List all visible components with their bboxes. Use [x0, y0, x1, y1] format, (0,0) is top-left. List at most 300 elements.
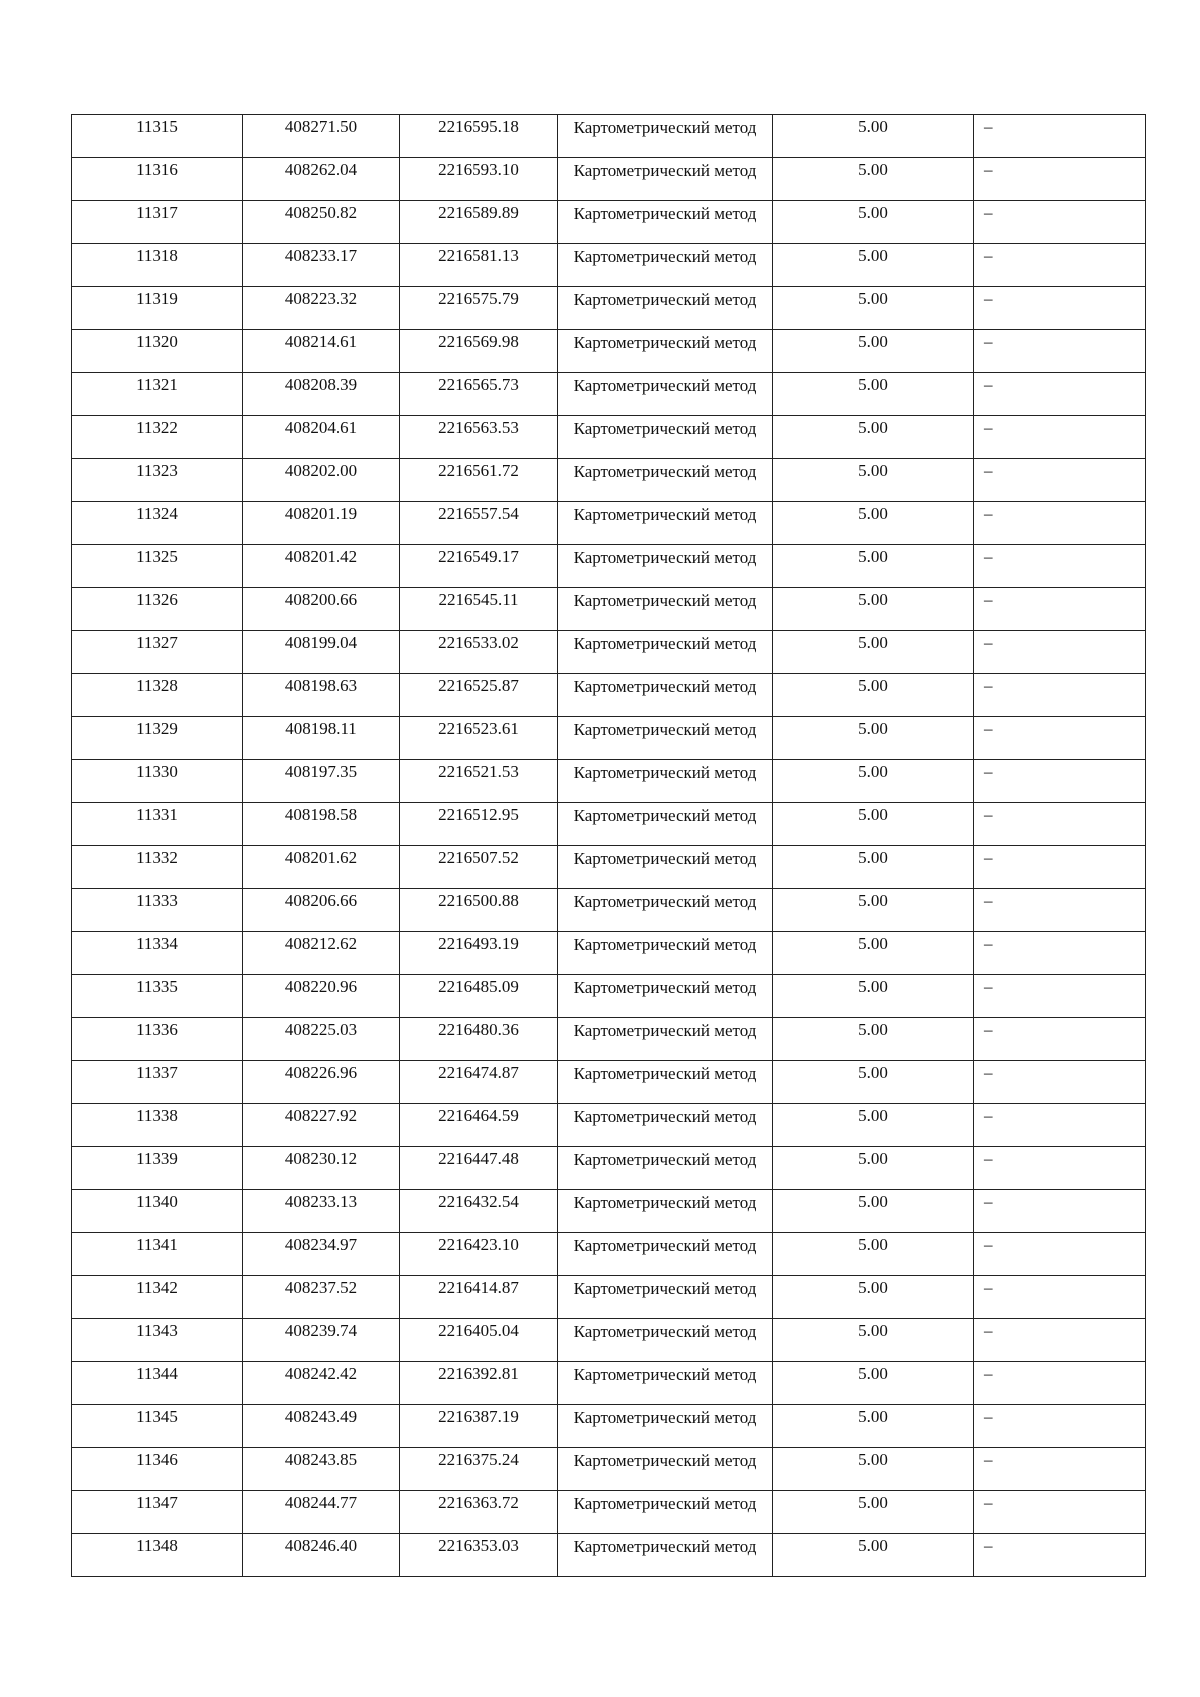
note-cell-text: – — [984, 934, 993, 953]
coordinates-table — [71, 114, 1146, 1577]
method-cell-text: Картометрический метод — [573, 1150, 757, 1169]
point-number-cell — [72, 1190, 243, 1233]
x-coordinate-cell-text: 408197.35 — [284, 762, 358, 781]
x-coordinate-cell — [243, 244, 400, 287]
table-row — [72, 1405, 1146, 1448]
coordinates-table-body — [72, 115, 1146, 1577]
x-coordinate-cell-text: 408199.04 — [284, 633, 358, 652]
point-number-cell-text: 11319 — [136, 289, 178, 308]
point-number-cell — [72, 158, 243, 201]
table-row — [72, 1018, 1146, 1061]
method-cell-text: Картометрический метод — [573, 849, 757, 868]
y-coordinate-cell — [400, 1233, 558, 1276]
accuracy-cell — [773, 1018, 974, 1061]
x-coordinate-cell-text: 408200.66 — [284, 590, 358, 609]
x-coordinate-cell-text: 408214.61 — [284, 332, 358, 351]
table-row — [72, 1276, 1146, 1319]
x-coordinate-cell-text: 408206.66 — [284, 891, 358, 910]
accuracy-cell — [773, 717, 974, 760]
x-coordinate-cell — [243, 889, 400, 932]
x-coordinate-cell — [243, 201, 400, 244]
note-cell-text: – — [984, 1364, 993, 1383]
x-coordinate-cell-text: 408212.62 — [284, 934, 358, 953]
note-cell-text: – — [984, 1235, 993, 1254]
note-cell — [974, 502, 1146, 545]
table-row — [72, 373, 1146, 416]
table-row — [72, 330, 1146, 373]
accuracy-cell — [773, 1362, 974, 1405]
note-cell — [974, 115, 1146, 158]
note-cell — [974, 1362, 1146, 1405]
note-cell-text: – — [984, 590, 993, 609]
note-cell-text: – — [984, 848, 993, 867]
note-cell — [974, 459, 1146, 502]
y-coordinate-cell — [400, 459, 558, 502]
method-cell — [558, 201, 773, 244]
x-coordinate-cell — [243, 373, 400, 416]
x-coordinate-cell-text: 408201.19 — [284, 504, 358, 523]
accuracy-cell-text: 5.00 — [858, 547, 888, 566]
table-row — [72, 1233, 1146, 1276]
note-cell — [974, 803, 1146, 846]
method-cell — [558, 588, 773, 631]
y-coordinate-cell — [400, 1319, 558, 1362]
method-cell-text: Картометрический метод — [573, 376, 757, 395]
y-coordinate-cell-text: 2216387.19 — [438, 1407, 519, 1426]
accuracy-cell-text: 5.00 — [858, 203, 888, 222]
accuracy-cell — [773, 330, 974, 373]
y-coordinate-cell-text: 2216525.87 — [438, 676, 519, 695]
note-cell — [974, 158, 1146, 201]
note-cell-text: – — [984, 418, 993, 437]
x-coordinate-cell — [243, 158, 400, 201]
accuracy-cell — [773, 674, 974, 717]
method-cell-text: Картометрический метод — [573, 333, 757, 352]
x-coordinate-cell — [243, 1190, 400, 1233]
point-number-cell-text: 11337 — [136, 1063, 178, 1082]
point-number-cell-text: 11318 — [136, 246, 178, 265]
point-number-cell — [72, 1362, 243, 1405]
accuracy-cell-text: 5.00 — [858, 590, 888, 609]
note-cell-text: – — [984, 504, 993, 523]
y-coordinate-cell — [400, 1448, 558, 1491]
note-cell — [974, 1534, 1146, 1577]
point-number-cell — [72, 846, 243, 889]
y-coordinate-cell — [400, 1061, 558, 1104]
method-cell-text: Картометрический метод — [573, 978, 757, 997]
method-cell — [558, 1018, 773, 1061]
method-cell — [558, 1362, 773, 1405]
y-coordinate-cell — [400, 975, 558, 1018]
method-cell-text: Картометрический метод — [573, 1236, 757, 1255]
method-cell-text: Картометрический метод — [573, 548, 757, 567]
x-coordinate-cell-text: 408271.50 — [284, 117, 358, 136]
method-cell-text: Картометрический метод — [573, 806, 757, 825]
x-coordinate-cell — [243, 459, 400, 502]
point-number-cell-text: 11342 — [136, 1278, 178, 1297]
y-coordinate-cell-text: 2216414.87 — [438, 1278, 519, 1297]
method-cell-text: Картометрический метод — [573, 505, 757, 524]
point-number-cell-text: 11322 — [136, 418, 178, 437]
y-coordinate-cell — [400, 158, 558, 201]
x-coordinate-cell — [243, 803, 400, 846]
accuracy-cell — [773, 373, 974, 416]
accuracy-cell — [773, 631, 974, 674]
x-coordinate-cell-text: 408198.11 — [285, 719, 357, 738]
y-coordinate-cell-text: 2216512.95 — [438, 805, 519, 824]
y-coordinate-cell-text: 2216500.88 — [438, 891, 519, 910]
y-coordinate-cell — [400, 803, 558, 846]
point-number-cell — [72, 459, 243, 502]
point-number-cell — [72, 588, 243, 631]
x-coordinate-cell-text: 408201.62 — [284, 848, 358, 867]
accuracy-cell — [773, 803, 974, 846]
table-row — [72, 502, 1146, 545]
x-coordinate-cell-text: 408230.12 — [284, 1149, 358, 1168]
note-cell — [974, 1061, 1146, 1104]
note-cell-text: – — [984, 1450, 993, 1469]
accuracy-cell — [773, 244, 974, 287]
x-coordinate-cell-text: 408220.96 — [284, 977, 358, 996]
x-coordinate-cell — [243, 1104, 400, 1147]
method-cell-text: Картометрический метод — [573, 1193, 757, 1212]
point-number-cell — [72, 1276, 243, 1319]
x-coordinate-cell — [243, 1534, 400, 1577]
note-cell — [974, 373, 1146, 416]
method-cell — [558, 1405, 773, 1448]
method-cell — [558, 631, 773, 674]
point-number-cell — [72, 287, 243, 330]
point-number-cell-text: 11317 — [136, 203, 178, 222]
point-number-cell — [72, 201, 243, 244]
x-coordinate-cell-text: 408237.52 — [284, 1278, 358, 1297]
x-coordinate-cell-text: 408226.96 — [284, 1063, 358, 1082]
accuracy-cell-text: 5.00 — [858, 891, 888, 910]
y-coordinate-cell-text: 2216480.36 — [438, 1020, 519, 1039]
x-coordinate-cell-text: 408204.61 — [284, 418, 358, 437]
y-coordinate-cell — [400, 330, 558, 373]
table-row — [72, 1104, 1146, 1147]
method-cell — [558, 287, 773, 330]
accuracy-cell — [773, 502, 974, 545]
y-coordinate-cell — [400, 889, 558, 932]
method-cell — [558, 1534, 773, 1577]
point-number-cell-text: 11339 — [136, 1149, 178, 1168]
point-number-cell-text: 11324 — [136, 504, 178, 523]
point-number-cell — [72, 1448, 243, 1491]
point-number-cell — [72, 330, 243, 373]
y-coordinate-cell-text: 2216405.04 — [438, 1321, 519, 1340]
point-number-cell — [72, 244, 243, 287]
accuracy-cell-text: 5.00 — [858, 633, 888, 652]
point-number-cell-text: 11330 — [136, 762, 178, 781]
note-cell — [974, 1104, 1146, 1147]
method-cell-text: Картометрический метод — [573, 1064, 757, 1083]
y-coordinate-cell — [400, 846, 558, 889]
note-cell — [974, 760, 1146, 803]
table-row — [72, 932, 1146, 975]
accuracy-cell — [773, 760, 974, 803]
note-cell — [974, 631, 1146, 674]
point-number-cell-text: 11340 — [136, 1192, 178, 1211]
point-number-cell-text: 11316 — [136, 160, 178, 179]
x-coordinate-cell — [243, 760, 400, 803]
table-row — [72, 803, 1146, 846]
x-coordinate-cell-text: 408227.92 — [284, 1106, 358, 1125]
x-coordinate-cell-text: 408250.82 — [284, 203, 358, 222]
accuracy-cell-text: 5.00 — [858, 1063, 888, 1082]
table-row — [72, 1319, 1146, 1362]
y-coordinate-cell — [400, 1147, 558, 1190]
table-row — [72, 889, 1146, 932]
x-coordinate-cell — [243, 287, 400, 330]
point-number-cell — [72, 373, 243, 416]
x-coordinate-cell-text: 408225.03 — [284, 1020, 358, 1039]
accuracy-cell-text: 5.00 — [858, 1192, 888, 1211]
note-cell — [974, 1147, 1146, 1190]
method-cell — [558, 115, 773, 158]
x-coordinate-cell-text: 408202.00 — [284, 461, 358, 480]
y-coordinate-cell-text: 2216523.61 — [438, 719, 519, 738]
x-coordinate-cell-text: 408243.49 — [284, 1407, 358, 1426]
accuracy-cell-text: 5.00 — [858, 1106, 888, 1125]
accuracy-cell — [773, 158, 974, 201]
point-number-cell — [72, 502, 243, 545]
x-coordinate-cell — [243, 1061, 400, 1104]
point-number-cell — [72, 1405, 243, 1448]
accuracy-cell-text: 5.00 — [858, 977, 888, 996]
method-cell-text: Картометрический метод — [573, 720, 757, 739]
point-number-cell — [72, 416, 243, 459]
y-coordinate-cell — [400, 1018, 558, 1061]
method-cell — [558, 932, 773, 975]
y-coordinate-cell-text: 2216593.10 — [438, 160, 519, 179]
y-coordinate-cell — [400, 545, 558, 588]
method-cell-text: Картометрический метод — [573, 634, 757, 653]
y-coordinate-cell-text: 2216464.59 — [438, 1106, 519, 1125]
point-number-cell-text: 11331 — [136, 805, 178, 824]
accuracy-cell-text: 5.00 — [858, 1493, 888, 1512]
point-number-cell-text: 11336 — [136, 1020, 178, 1039]
y-coordinate-cell — [400, 717, 558, 760]
table-row — [72, 1190, 1146, 1233]
point-number-cell-text: 11343 — [136, 1321, 178, 1340]
point-number-cell-text: 11347 — [136, 1493, 178, 1512]
note-cell — [974, 975, 1146, 1018]
y-coordinate-cell-text: 2216545.11 — [438, 590, 519, 609]
y-coordinate-cell-text: 2216353.03 — [438, 1536, 519, 1555]
y-coordinate-cell-text: 2216375.24 — [438, 1450, 519, 1469]
accuracy-cell-text: 5.00 — [858, 160, 888, 179]
x-coordinate-cell-text: 408244.77 — [284, 1493, 358, 1512]
accuracy-cell — [773, 1061, 974, 1104]
accuracy-cell — [773, 1276, 974, 1319]
note-cell-text: – — [984, 547, 993, 566]
x-coordinate-cell-text: 408198.58 — [284, 805, 358, 824]
y-coordinate-cell — [400, 932, 558, 975]
x-coordinate-cell-text: 408262.04 — [284, 160, 358, 179]
method-cell — [558, 158, 773, 201]
accuracy-cell — [773, 889, 974, 932]
x-coordinate-cell-text: 408243.85 — [284, 1450, 358, 1469]
table-row — [72, 674, 1146, 717]
x-coordinate-cell-text: 408239.74 — [284, 1321, 358, 1340]
table-row — [72, 760, 1146, 803]
x-coordinate-cell-text: 408234.97 — [284, 1235, 358, 1254]
accuracy-cell-text: 5.00 — [858, 246, 888, 265]
y-coordinate-cell — [400, 416, 558, 459]
table-row — [72, 115, 1146, 158]
x-coordinate-cell — [243, 674, 400, 717]
table-row — [72, 244, 1146, 287]
accuracy-cell — [773, 1233, 974, 1276]
accuracy-cell — [773, 1319, 974, 1362]
table-row — [72, 287, 1146, 330]
note-cell-text: – — [984, 1493, 993, 1512]
method-cell — [558, 760, 773, 803]
method-cell — [558, 545, 773, 588]
note-cell — [974, 1276, 1146, 1319]
y-coordinate-cell — [400, 373, 558, 416]
y-coordinate-cell — [400, 244, 558, 287]
accuracy-cell — [773, 459, 974, 502]
y-coordinate-cell-text: 2216549.17 — [438, 547, 519, 566]
point-number-cell-text: 11326 — [136, 590, 178, 609]
table-row — [72, 1147, 1146, 1190]
method-cell-text: Картометрический метод — [573, 591, 757, 610]
method-cell-text: Картометрический метод — [573, 290, 757, 309]
accuracy-cell-text: 5.00 — [858, 418, 888, 437]
note-cell-text: – — [984, 332, 993, 351]
note-cell — [974, 1018, 1146, 1061]
x-coordinate-cell — [243, 1276, 400, 1319]
accuracy-cell — [773, 1405, 974, 1448]
note-cell-text: – — [984, 375, 993, 394]
accuracy-cell — [773, 1104, 974, 1147]
note-cell-text: – — [984, 461, 993, 480]
method-cell-text: Картометрический метод — [573, 1494, 757, 1513]
note-cell-text: – — [984, 1063, 993, 1082]
accuracy-cell — [773, 1534, 974, 1577]
accuracy-cell-text: 5.00 — [858, 1020, 888, 1039]
y-coordinate-cell — [400, 502, 558, 545]
x-coordinate-cell — [243, 502, 400, 545]
note-cell — [974, 1233, 1146, 1276]
method-cell — [558, 1190, 773, 1233]
method-cell — [558, 975, 773, 1018]
y-coordinate-cell-text: 2216485.09 — [438, 977, 519, 996]
point-number-cell-text: 11334 — [136, 934, 178, 953]
accuracy-cell-text: 5.00 — [858, 504, 888, 523]
point-number-cell-text: 11325 — [136, 547, 178, 566]
x-coordinate-cell-text: 408233.17 — [284, 246, 358, 265]
accuracy-cell — [773, 846, 974, 889]
x-coordinate-cell-text: 408233.13 — [284, 1192, 358, 1211]
note-cell-text: – — [984, 1192, 993, 1211]
accuracy-cell-text: 5.00 — [858, 1364, 888, 1383]
accuracy-cell — [773, 1448, 974, 1491]
y-coordinate-cell-text: 2216533.02 — [438, 633, 519, 652]
note-cell-text: – — [984, 1149, 993, 1168]
point-number-cell-text: 11335 — [136, 977, 178, 996]
point-number-cell-text: 11315 — [136, 117, 178, 136]
method-cell-text: Картометрический метод — [573, 892, 757, 911]
method-cell — [558, 889, 773, 932]
note-cell-text: – — [984, 805, 993, 824]
point-number-cell — [72, 1104, 243, 1147]
method-cell — [558, 1104, 773, 1147]
point-number-cell — [72, 932, 243, 975]
method-cell — [558, 459, 773, 502]
note-cell-text: – — [984, 246, 993, 265]
method-cell-text: Картометрический метод — [573, 935, 757, 954]
note-cell — [974, 545, 1146, 588]
point-number-cell-text: 11321 — [136, 375, 178, 394]
accuracy-cell-text: 5.00 — [858, 762, 888, 781]
x-coordinate-cell-text: 408201.42 — [284, 547, 358, 566]
method-cell — [558, 1233, 773, 1276]
accuracy-cell-text: 5.00 — [858, 1278, 888, 1297]
accuracy-cell — [773, 1147, 974, 1190]
x-coordinate-cell-text: 408208.39 — [284, 375, 358, 394]
x-coordinate-cell — [243, 416, 400, 459]
point-number-cell-text: 11332 — [136, 848, 178, 867]
method-cell-text: Картометрический метод — [573, 763, 757, 782]
table-row — [72, 459, 1146, 502]
point-number-cell-text: 11338 — [136, 1106, 178, 1125]
accuracy-cell — [773, 287, 974, 330]
method-cell-text: Картометрический метод — [573, 204, 757, 223]
accuracy-cell-text: 5.00 — [858, 117, 888, 136]
note-cell-text: – — [984, 160, 993, 179]
table-row — [72, 1491, 1146, 1534]
accuracy-cell — [773, 545, 974, 588]
y-coordinate-cell-text: 2216595.18 — [438, 117, 519, 136]
accuracy-cell-text: 5.00 — [858, 719, 888, 738]
table-row — [72, 717, 1146, 760]
method-cell — [558, 244, 773, 287]
method-cell-text: Картометрический метод — [573, 677, 757, 696]
method-cell — [558, 803, 773, 846]
point-number-cell — [72, 1147, 243, 1190]
note-cell-text: – — [984, 633, 993, 652]
x-coordinate-cell — [243, 1405, 400, 1448]
method-cell — [558, 373, 773, 416]
point-number-cell — [72, 631, 243, 674]
point-number-cell-text: 11341 — [136, 1235, 178, 1254]
accuracy-cell-text: 5.00 — [858, 1450, 888, 1469]
method-cell-text: Картометрический метод — [573, 161, 757, 180]
y-coordinate-cell-text: 2216565.73 — [438, 375, 519, 394]
point-number-cell — [72, 975, 243, 1018]
table-row — [72, 416, 1146, 459]
point-number-cell-text: 11344 — [136, 1364, 178, 1383]
y-coordinate-cell — [400, 1276, 558, 1319]
note-cell — [974, 1319, 1146, 1362]
method-cell-text: Картометрический метод — [573, 1322, 757, 1341]
x-coordinate-cell — [243, 1362, 400, 1405]
point-number-cell-text: 11348 — [136, 1536, 178, 1555]
method-cell — [558, 846, 773, 889]
point-number-cell — [72, 1491, 243, 1534]
y-coordinate-cell-text: 2216581.13 — [438, 246, 519, 265]
method-cell-text: Картометрический метод — [573, 1451, 757, 1470]
method-cell — [558, 502, 773, 545]
point-number-cell — [72, 1061, 243, 1104]
accuracy-cell — [773, 1190, 974, 1233]
y-coordinate-cell-text: 2216507.52 — [438, 848, 519, 867]
table-row — [72, 975, 1146, 1018]
